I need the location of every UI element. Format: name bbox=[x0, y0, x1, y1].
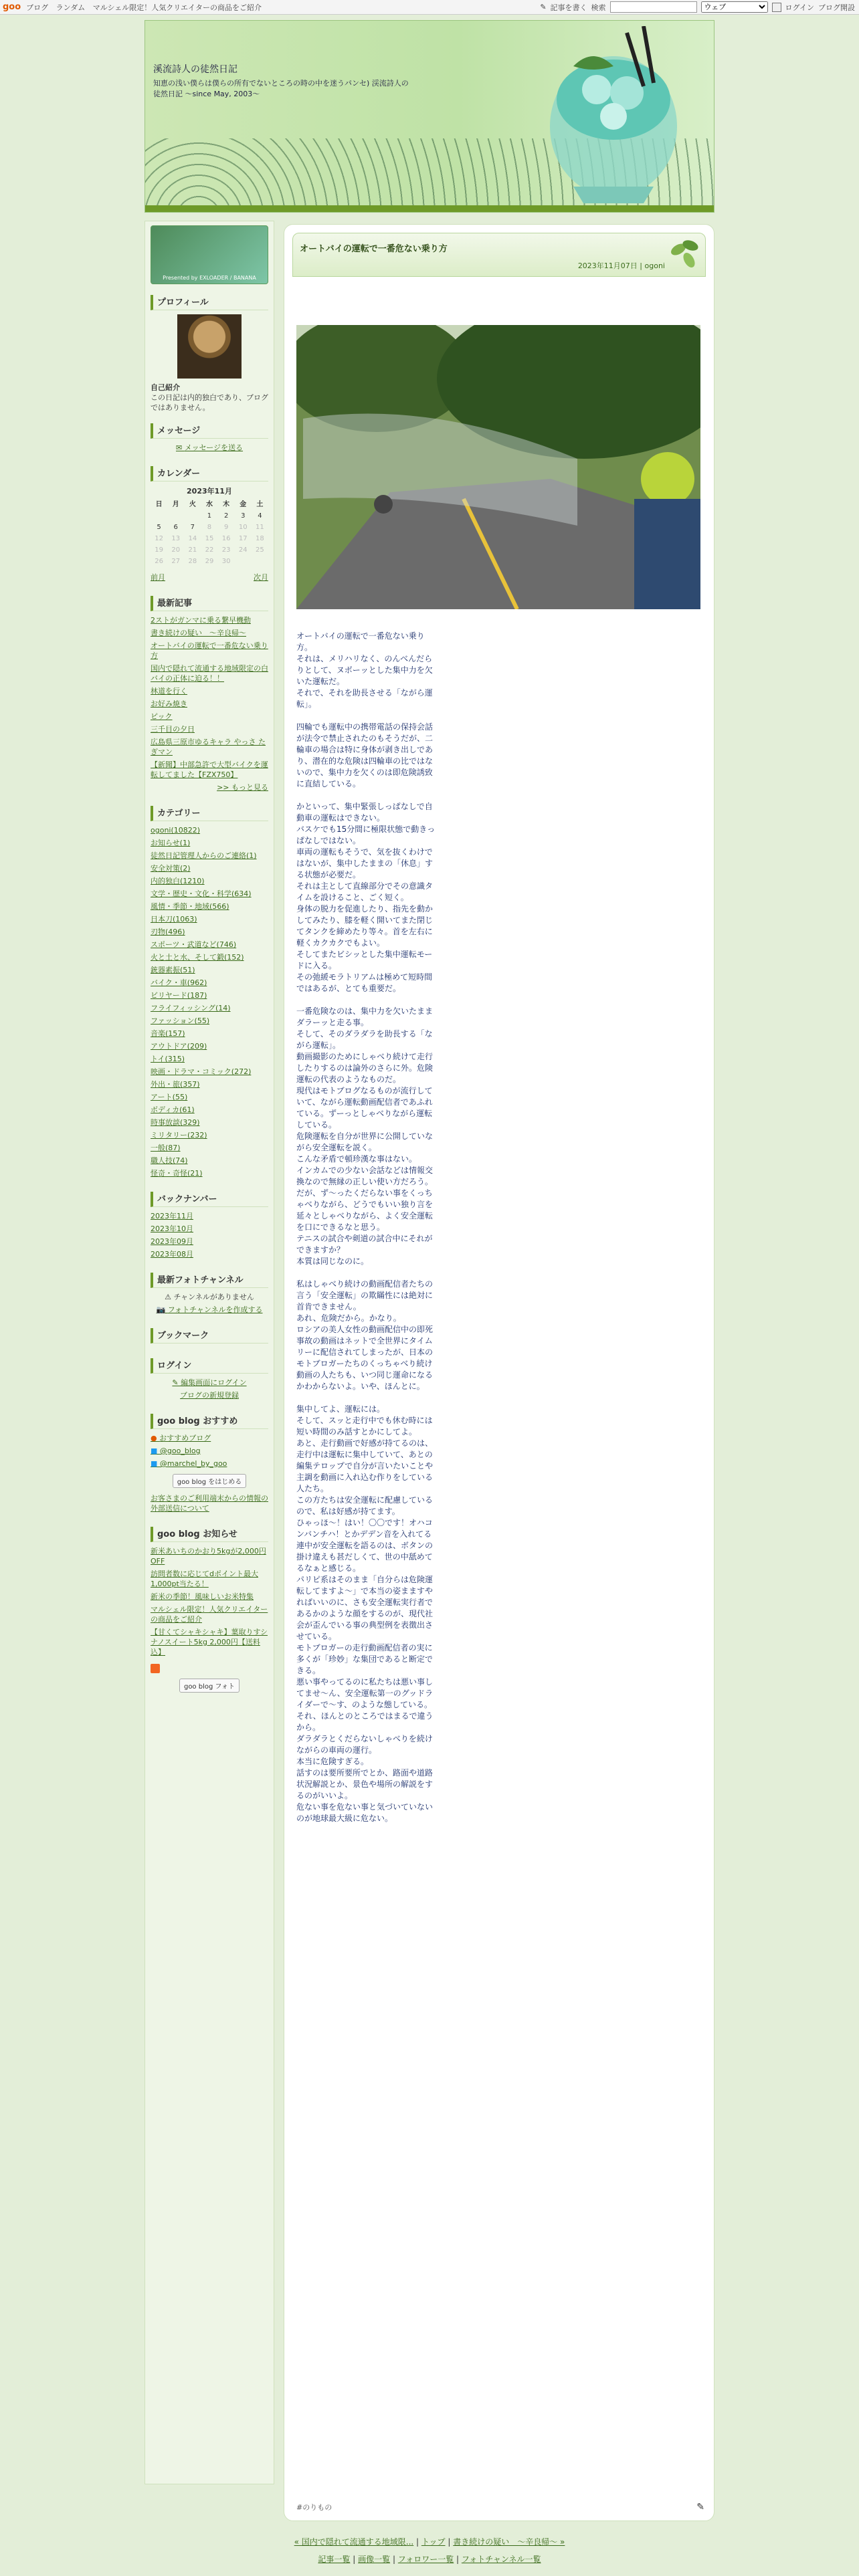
recent-more-link[interactable]: >> もっと見る bbox=[217, 783, 268, 792]
post-paragraph: オートバイの運転で一番危ない乗り方。 それは、メリハリなく、のんべんだらりとして、ヌボーッとした集中力を欠いた運転だ。 それで、それを助長させる「ながら運転」。 bbox=[296, 631, 433, 709]
backnumber-item[interactable]: 2023年10月 bbox=[151, 1224, 193, 1233]
recent-item[interactable]: 2ストがガンマに乗る繋早機動 bbox=[151, 616, 251, 625]
post-photo[interactable] bbox=[296, 325, 700, 609]
recommend-box bbox=[145, 1410, 274, 1523]
category-item[interactable]: 銃器素振(51) bbox=[151, 966, 195, 974]
category-item[interactable]: ビリヤード(187) bbox=[151, 991, 207, 1000]
category-item[interactable]: バイク・車(962) bbox=[151, 978, 207, 987]
message-box bbox=[145, 419, 274, 462]
backnumber-item[interactable]: 2023年11月 bbox=[151, 1212, 193, 1220]
pencil-icon: ✎ bbox=[540, 3, 547, 11]
category-item[interactable]: 文学・歴史・文化・科学(634) bbox=[151, 889, 252, 898]
banner-credit: Presented by EXLOADER / BANANA bbox=[163, 275, 256, 281]
search-input[interactable] bbox=[610, 1, 697, 13]
calendar-prev-link[interactable]: 前月 bbox=[151, 573, 165, 582]
category-item[interactable]: 映画・ドラマ・コミック(272) bbox=[151, 1067, 252, 1076]
write-article-link[interactable]: 記事を書く bbox=[550, 3, 587, 12]
camera-icon: 📷 bbox=[156, 1305, 168, 1314]
calendar-table: 日 月 火 水 木 金 土 1 2 3 4 5 6 7 8 9 10 11 12 13 14 15 16 17 18 19 20 21 22 23 24 25 26 27 28 29 30 bbox=[155, 501, 264, 565]
calendar-box bbox=[145, 462, 274, 592]
bookmark-heading: ブックマーク bbox=[151, 1328, 268, 1344]
top-link[interactable]: トップ bbox=[421, 2537, 446, 2547]
category-item[interactable]: ボディカ(61) bbox=[151, 1105, 195, 1114]
category-item[interactable]: 内的独白(1210) bbox=[151, 877, 205, 885]
recent-item[interactable]: 三千目の夕日 bbox=[151, 725, 195, 734]
recent-heading: 最新記事 bbox=[151, 596, 268, 611]
footer-link[interactable]: フォロワー一覧 bbox=[397, 2555, 454, 2564]
nav-promo[interactable]: マルシェル限定！人気クリエイターの商品をご紹介 bbox=[92, 3, 262, 12]
post-navigation: « 国内で隠れて流通する地域限... | トップ | 書き続けの疑い ～辛良帰～ » bbox=[294, 2537, 565, 2547]
intro-heading: 自己紹介 bbox=[151, 383, 180, 392]
news-box bbox=[145, 1523, 274, 1702]
post-titlebar bbox=[292, 233, 706, 277]
bookmark-box bbox=[145, 1324, 274, 1354]
profile-heading: プロフィール bbox=[151, 295, 268, 310]
recent-item[interactable]: 広島県三原市ゆるキャラ やっさ たぎマン bbox=[151, 738, 266, 756]
recent-item[interactable]: 書き続けの疑い ～辛良帰～ bbox=[151, 629, 246, 637]
footer-links: 記事一覧 | 画像一覧 | フォロワー一覧 | フォトチャンネル一覧 bbox=[318, 2555, 541, 2564]
bullet-icon: ● bbox=[151, 1434, 160, 1442]
new-blog-link[interactable]: ブログの新規登録 bbox=[180, 1391, 239, 1400]
page-footer bbox=[145, 2533, 714, 2568]
sidebar bbox=[145, 221, 274, 2484]
profile-box bbox=[145, 291, 274, 419]
backnumber-heading: バックナンバー bbox=[151, 1192, 268, 1207]
backnumber-box bbox=[145, 1188, 274, 1269]
avatar[interactable] bbox=[177, 314, 242, 379]
post-meta: 2023年11月07日 | ogoni bbox=[577, 261, 665, 270]
category-item[interactable]: スポーツ・武道など(746) bbox=[151, 940, 237, 949]
category-item[interactable]: 安全対策(2) bbox=[151, 864, 191, 873]
envelope-icon: ✉ bbox=[175, 443, 185, 452]
recent-item[interactable]: 林道を行く bbox=[151, 687, 187, 695]
global-nav bbox=[26, 2, 267, 13]
goo-logo[interactable]: goo bbox=[3, 2, 21, 12]
category-item[interactable]: 刃物(496) bbox=[151, 928, 185, 936]
photo-badge[interactable]: goo blog フォト bbox=[179, 1679, 240, 1693]
category-item[interactable]: 音楽(157) bbox=[151, 1029, 185, 1038]
post-date[interactable]: 2023年11月07日 bbox=[577, 261, 638, 270]
send-message-link[interactable]: ✉ メッセージを送る bbox=[175, 443, 244, 452]
pencil-icon: ✎ bbox=[172, 1378, 181, 1387]
post-paragraph: 私はしゃべり続けの動画配信者たちの言う「安全運転」の欺瞞性には絶対に首肯できません。 あれ、危険だから。かなり。 ロシアの美人女性の動画配信中の即死事故の動画はネットで全世界にタイムリーに配信されてしまったが、日本のモトブロガーたちのくっちゃべり続け動画の人たちも、いつ同じ運命になるかわからないよ。いや、ほんとに。 bbox=[296, 1279, 434, 1391]
global-topbar bbox=[0, 0, 859, 15]
backnumber-item[interactable]: 2023年08月 bbox=[151, 1250, 193, 1259]
category-item[interactable]: お知らせ(1) bbox=[151, 839, 191, 847]
footer-link[interactable]: フォトチャンネル一覧 bbox=[461, 2555, 541, 2564]
recent-item[interactable]: 国内で隠れて流通する地域限定の白バイの正体に迫る！！ bbox=[151, 664, 268, 683]
post-paragraph: 集中してよ、運転には。 そして、スッと走行中でも休む時には短い時間のみ話すとかにしてよ。 あと、走行動画で好感が持てるのは、走行中は運転に集中していて、あとの編集テロップで自分が言いたいことや主調を動画に入れ込む作りをしている人たち。 この方たちは安全運転に配慮しているので、私は好感が持てます。 ひゃっほ～！はい！〇〇です！オハコンバンチハ！とかデデン音を入れてる連中が安全運転を語るのは、ボタンの掛け違えも甚だしくて、世の中舐めてるなぁと感じる。 パリピ系はそのまま「自分らは危険運転してますよ～」で本当の姿まますやればいいのに、さも安全運転実行者であるかのような顔をするのが、現代社会が歪んでいる事の典型例を表徴出させている。 モトブロガーの走行動画配信者の実に多くが「珍妙」な集団であると断定できる。 悪い事やってるのに私たちは悪い事してませ～ん、安全運転第一のグッドライダーで～す、のような態している。 それ、ほんとのところではまるで違うから。 ダラダラとくだらないしゃべりを続けながらの車両の運行。 本当に危険すぎる。 話すのは要所要所でとか、路面や道路状況解説とか、景色や場所の解説をするのがいいよ。 危ない事を危ない事と気づいていないのが地球最大級に危ない。 bbox=[296, 1404, 434, 1823]
post-paragraph: 一番危険なのは、集中力を欠いたままダラーッと走る事。 そして、そのダラダラを助長する「ながら運転」。 動画撮影のためにしゃべり続けて走行したりするのは論外のさらに外。危険運転の代表のようなものだ。 現代はモトブログなるものが流行していて、ながら運転動画配信者であふれている。ずーっとしゃべりながら運転している。 危険運転を自分が世界に公開していながら安全運転を説く。 こんな矛盾で頓珍漢な事はない。 インカムでの少ない会話などは情報交換なので無縁の正しい使い方だろう。 だが、ず～ったくだらない事をくっちゃべりながら、どうでもいい独り言を延々としゃべりながら、よく安全運転を口にできるなと思う。 テニスの試合や剣道の試合中にそれができますか？ 本質は同じなのに。 bbox=[296, 1006, 434, 1266]
intro-text: この日記は内的独白であり、ブログではありません。 bbox=[151, 393, 268, 412]
recommend-link[interactable]: ● おすすめブログ bbox=[151, 1434, 211, 1442]
footer-link[interactable]: 画像一覧 bbox=[358, 2555, 391, 2564]
topbar-right bbox=[540, 1, 855, 13]
warning-icon: ⚠ bbox=[165, 1293, 174, 1301]
calendar-heading: カレンダー bbox=[151, 466, 268, 481]
page-wrap bbox=[145, 20, 714, 2512]
leaf-decoration-icon bbox=[669, 236, 701, 274]
category-item[interactable]: アート(55) bbox=[151, 1093, 188, 1101]
nav-random[interactable]: ランダム bbox=[56, 3, 86, 12]
edit-pencil-icon[interactable]: ✎ bbox=[696, 2502, 704, 2512]
news-heading: goo blog お知らせ bbox=[151, 1527, 268, 1542]
category-item[interactable]: 時事放談(329) bbox=[151, 1118, 200, 1127]
photo-channel-heading: 最新フォトチャンネル bbox=[151, 1273, 268, 1288]
category-item[interactable]: ミリタリー(232) bbox=[151, 1131, 207, 1140]
category-item[interactable]: 怪奇・奇怪(21) bbox=[151, 1169, 203, 1178]
category-item[interactable]: 職人技(74) bbox=[151, 1156, 188, 1165]
category-item[interactable]: 徒然日記管理人からのご連絡(1) bbox=[151, 851, 257, 860]
search-label: 検索 bbox=[591, 3, 606, 12]
twitter-goo-blog-link[interactable]: ■ @goo_blog bbox=[151, 1446, 201, 1455]
recommend-heading: goo blog おすすめ bbox=[151, 1414, 268, 1429]
twitter-icon: ■ bbox=[151, 1446, 160, 1455]
category-item[interactable]: トイ(315) bbox=[151, 1055, 185, 1063]
post-title[interactable]: オートバイの運転で一番危ない乗り方 bbox=[300, 244, 448, 254]
category-item[interactable]: 風情・季節・地域(566) bbox=[151, 902, 229, 911]
no-channel-text: ⚠ チャンネルがありません bbox=[165, 1293, 254, 1301]
calendar-next-link[interactable]: 次月 bbox=[254, 573, 268, 582]
post-area bbox=[284, 224, 714, 2521]
category-item[interactable]: ファッション(55) bbox=[151, 1016, 210, 1025]
login-link[interactable]: ログイン bbox=[785, 3, 814, 12]
recent-item[interactable]: オートバイの運転で一番危ない乗り方 bbox=[151, 641, 268, 660]
news-item[interactable]: 【甘くてシャキシャキ】葉取りすシナノスイート5kg 2,000円【送料込】 bbox=[151, 1628, 268, 1656]
recent-item[interactable]: ピック bbox=[151, 712, 173, 721]
search-scope-select[interactable] bbox=[701, 1, 768, 13]
backnumber-item[interactable]: 2023年09月 bbox=[151, 1237, 193, 1246]
post-paragraph: 四輪でも運転中の携帯電話の保持会話が法令で禁止されたのもそうだが、二輪車の場合は特に身体が剥き出しであり、潜在的な危険は四輪車の比ではないので、集中力を欠くのは即危険誘致に直結している。 bbox=[296, 722, 434, 788]
message-heading: メッセージ bbox=[151, 423, 268, 439]
news-item[interactable]: 訪問者数に応じてdポイント最大1,000pt当たる！ bbox=[151, 1570, 258, 1588]
calendar-month: 2023年11月 bbox=[187, 487, 232, 496]
prev-post-link[interactable]: « 国内で隠れて流通する地域限... bbox=[294, 2537, 414, 2547]
news-item[interactable]: 新米あいちのかおり5kgが2,000円OFF bbox=[151, 1547, 266, 1566]
post-tag[interactable]: #のりもの bbox=[296, 2503, 332, 2512]
category-item[interactable]: アウトドア(209) bbox=[151, 1042, 207, 1051]
twitter-icon: ■ bbox=[151, 1459, 160, 1468]
melon-soda-icon bbox=[533, 26, 687, 207]
category-item[interactable]: 火と土と水、そして鍛(152) bbox=[151, 953, 244, 962]
next-post-link[interactable]: 書き続けの疑い ～辛良帰～ » bbox=[453, 2537, 565, 2547]
edit-login-link[interactable]: ✎ 編集画面にログイン bbox=[172, 1378, 247, 1387]
create-channel-link[interactable]: 📷 フォトチャンネルを作成する bbox=[156, 1305, 263, 1314]
search-button[interactable] bbox=[772, 3, 781, 12]
category-heading: カテゴリー bbox=[151, 806, 268, 821]
login-heading: ログイン bbox=[151, 1358, 268, 1374]
blog-title[interactable]: 溪流詩人の徒然日記 bbox=[153, 64, 237, 75]
category-item[interactable]: フライフィッシング(14) bbox=[151, 1004, 231, 1012]
news-item[interactable]: 新米の季節！風味しいお米特集 bbox=[151, 1592, 254, 1601]
category-item[interactable]: 日本刀(1063) bbox=[151, 915, 197, 924]
login-box bbox=[145, 1354, 274, 1410]
news-item[interactable]: マルシェル限定！人気クリエイターの商品をご紹介 bbox=[151, 1605, 268, 1624]
footer-link[interactable]: 記事一覧 bbox=[318, 2555, 351, 2564]
banner-image[interactable] bbox=[151, 225, 268, 284]
category-item[interactable]: ogoni(10822) bbox=[151, 826, 201, 835]
recent-posts-box bbox=[145, 592, 274, 802]
rss-icon[interactable] bbox=[151, 1664, 268, 1676]
nav-blog[interactable]: ブログ bbox=[26, 3, 49, 12]
recent-item[interactable]: 【新聞】中部急許で大型バイクを運転してました【FZX750】 bbox=[151, 760, 268, 779]
sidebar-banner bbox=[145, 221, 274, 291]
blog-description: 知恵の浅い僕らは僕らの所有でないところの時の中を迷うパンセ) 渓流詩人の徒然日記 ～since May, 2003～ bbox=[153, 79, 409, 98]
category-box bbox=[145, 802, 274, 1188]
blog-header bbox=[145, 20, 714, 213]
post-paragraph: かといって、集中緊張しっぱなしで自動車の運転はできない。 バスケでも15分間に極限状態で動きっぱなしではない。 車両の運転もそうで、気を抜くわけではないが、集中したままの「休息」する状態が必要だ。 それは主として直線部分でその意識タイムを設けること、ごく短く。 身体の脱力を促進したり、指先を動かしてみたり、膝を軽く開いてまた閉じてタンクを締めたり等々。首を左右に軽くカクカクでもよい。 そしてまたビシッとした集中運転モードに入る。 その弛緩モラトリアムは極めて短時間ではあるが、とても重要だ。 bbox=[296, 802, 436, 993]
start-blog-badge[interactable]: goo blog をはじめる bbox=[173, 1474, 247, 1488]
category-item[interactable]: 外出・旅(357) bbox=[151, 1080, 200, 1089]
post-body bbox=[296, 631, 438, 1836]
twitter-marchel-link[interactable]: ■ @marchel_by_goo bbox=[151, 1459, 227, 1468]
category-item[interactable]: 一般(87) bbox=[151, 1144, 181, 1152]
external-notice-link[interactable]: お客さまのご利用端末からの情報の外部送信について bbox=[151, 1494, 268, 1513]
header-bottom-bar bbox=[145, 205, 714, 212]
recent-item[interactable]: お好み焼き bbox=[151, 700, 187, 708]
blog-open-link[interactable]: ブログ開設 bbox=[818, 3, 855, 12]
post-category[interactable]: ogoni bbox=[644, 261, 665, 270]
photo-channel-box bbox=[145, 1269, 274, 1324]
